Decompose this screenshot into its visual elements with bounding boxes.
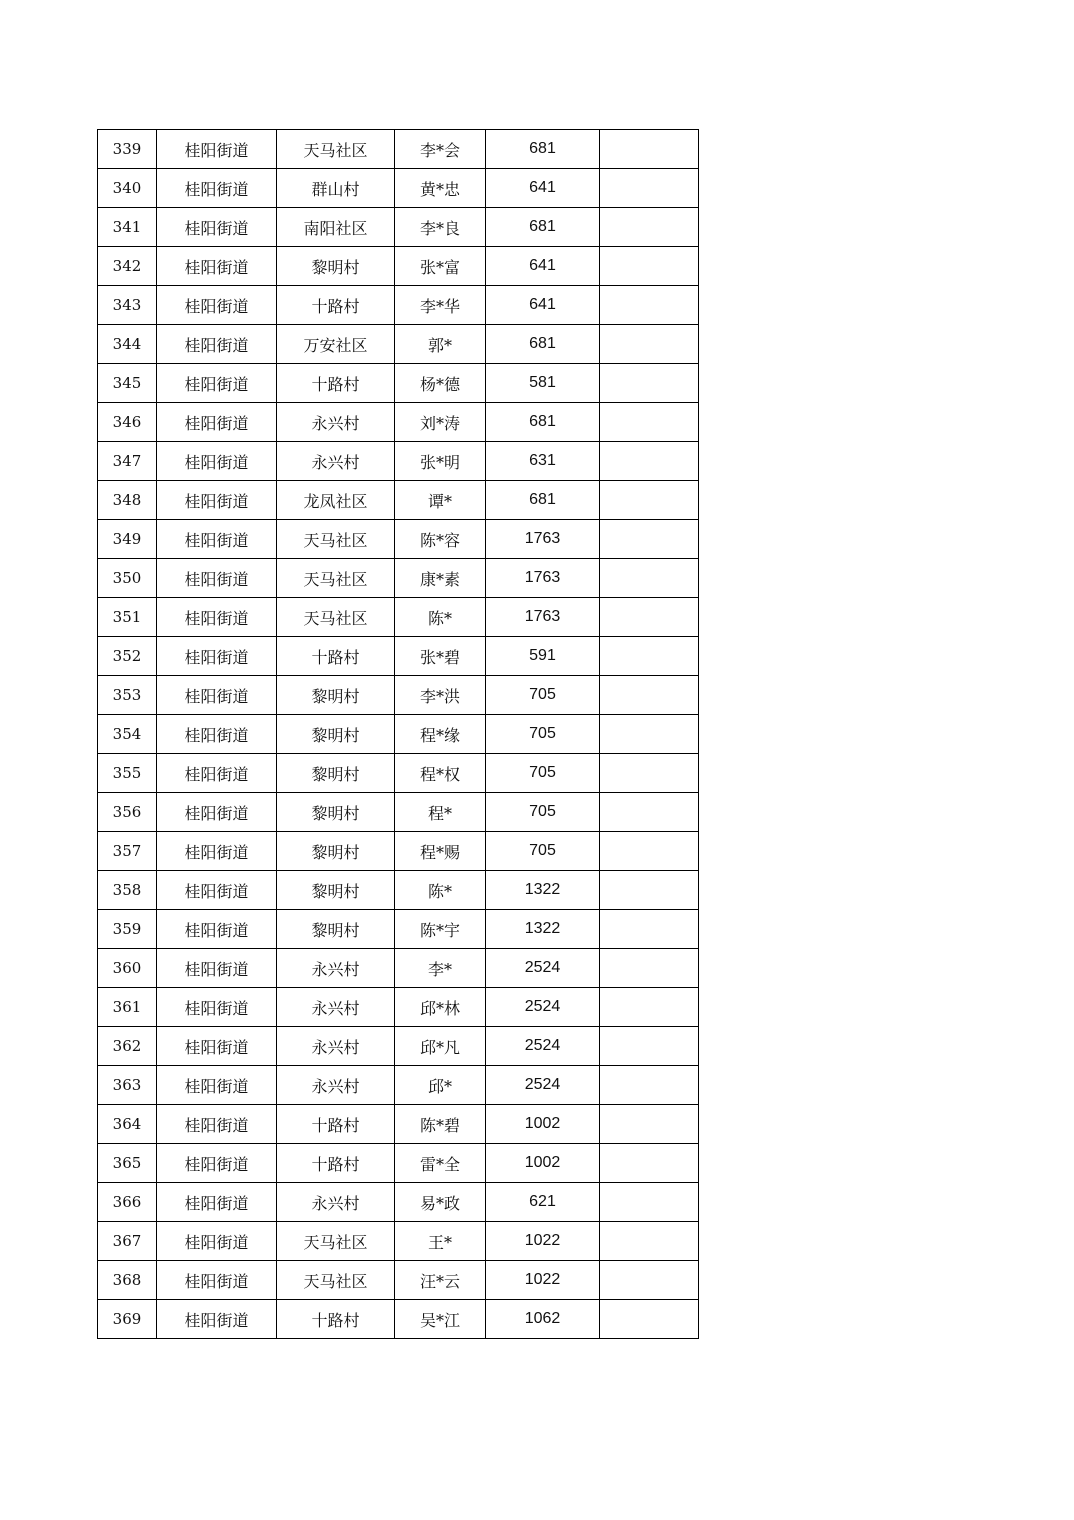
village-cell: 天马社区 <box>277 130 395 169</box>
name-cell: 张*明 <box>395 442 486 481</box>
name-cell: 易*政 <box>395 1183 486 1222</box>
row-index-cell: 358 <box>98 871 157 910</box>
row-index-cell: 349 <box>98 520 157 559</box>
village-cell: 黎明村 <box>277 793 395 832</box>
name-cell: 陈*碧 <box>395 1105 486 1144</box>
village-cell: 黎明村 <box>277 832 395 871</box>
amount-cell: 2524 <box>486 1066 600 1105</box>
street-cell: 桂阳街道 <box>157 832 277 871</box>
amount-cell: 1763 <box>486 520 600 559</box>
row-index-cell: 340 <box>98 169 157 208</box>
village-cell: 天马社区 <box>277 559 395 598</box>
table-body <box>98 130 699 1339</box>
row-index-cell: 343 <box>98 286 157 325</box>
note-cell <box>600 1300 699 1339</box>
amount-cell: 581 <box>486 364 600 403</box>
note-cell <box>600 754 699 793</box>
name-cell: 程*赐 <box>395 832 486 871</box>
village-cell: 天马社区 <box>277 1222 395 1261</box>
row-index-cell: 365 <box>98 1144 157 1183</box>
village-cell: 天马社区 <box>277 598 395 637</box>
name-cell: 李*华 <box>395 286 486 325</box>
street-cell: 桂阳街道 <box>157 325 277 364</box>
village-cell: 永兴村 <box>277 1027 395 1066</box>
name-cell: 康*素 <box>395 559 486 598</box>
village-cell: 黎明村 <box>277 910 395 949</box>
name-cell: 郭* <box>395 325 486 364</box>
table-row <box>98 1183 699 1222</box>
table-row <box>98 403 699 442</box>
row-index-cell: 360 <box>98 949 157 988</box>
amount-cell: 1062 <box>486 1300 600 1339</box>
table-row <box>98 871 699 910</box>
street-cell: 桂阳街道 <box>157 1300 277 1339</box>
row-index-cell: 368 <box>98 1261 157 1300</box>
table-row <box>98 1105 699 1144</box>
village-cell: 黎明村 <box>277 715 395 754</box>
table-row <box>98 637 699 676</box>
village-cell: 黎明村 <box>277 247 395 286</box>
village-cell: 永兴村 <box>277 1066 395 1105</box>
note-cell <box>600 988 699 1027</box>
note-cell <box>600 442 699 481</box>
table-row <box>98 325 699 364</box>
amount-cell: 2524 <box>486 949 600 988</box>
row-index-cell: 353 <box>98 676 157 715</box>
table-row <box>98 1144 699 1183</box>
name-cell: 李*良 <box>395 208 486 247</box>
row-index-cell: 366 <box>98 1183 157 1222</box>
table-row <box>98 949 699 988</box>
row-index-cell: 344 <box>98 325 157 364</box>
amount-cell: 641 <box>486 169 600 208</box>
amount-cell: 681 <box>486 481 600 520</box>
note-cell <box>600 208 699 247</box>
name-cell: 刘*涛 <box>395 403 486 442</box>
table-row <box>98 130 699 169</box>
name-cell: 李*洪 <box>395 676 486 715</box>
row-index-cell: 364 <box>98 1105 157 1144</box>
table-row <box>98 754 699 793</box>
street-cell: 桂阳街道 <box>157 1027 277 1066</box>
note-cell <box>600 1066 699 1105</box>
village-cell: 十路村 <box>277 1105 395 1144</box>
village-cell: 群山村 <box>277 169 395 208</box>
street-cell: 桂阳街道 <box>157 286 277 325</box>
amount-cell: 681 <box>486 208 600 247</box>
note-cell <box>600 481 699 520</box>
street-cell: 桂阳街道 <box>157 442 277 481</box>
row-index-cell: 363 <box>98 1066 157 1105</box>
note-cell <box>600 247 699 286</box>
name-cell: 张*碧 <box>395 637 486 676</box>
note-cell <box>600 1144 699 1183</box>
street-cell: 桂阳街道 <box>157 637 277 676</box>
village-cell: 十路村 <box>277 1300 395 1339</box>
row-index-cell: 369 <box>98 1300 157 1339</box>
name-cell: 陈*宇 <box>395 910 486 949</box>
village-cell: 永兴村 <box>277 1183 395 1222</box>
row-index-cell: 362 <box>98 1027 157 1066</box>
note-cell <box>600 1027 699 1066</box>
amount-cell: 621 <box>486 1183 600 1222</box>
row-index-cell: 350 <box>98 559 157 598</box>
amount-cell: 1322 <box>486 871 600 910</box>
amount-cell: 705 <box>486 715 600 754</box>
village-cell: 永兴村 <box>277 988 395 1027</box>
table-row <box>98 1027 699 1066</box>
amount-cell: 641 <box>486 286 600 325</box>
street-cell: 桂阳街道 <box>157 949 277 988</box>
village-cell: 黎明村 <box>277 676 395 715</box>
note-cell <box>600 910 699 949</box>
table-row <box>98 832 699 871</box>
note-cell <box>600 325 699 364</box>
note-cell <box>600 520 699 559</box>
table-row <box>98 1222 699 1261</box>
note-cell <box>600 169 699 208</box>
table-row <box>98 286 699 325</box>
data-table <box>97 129 699 1339</box>
note-cell <box>600 1183 699 1222</box>
street-cell: 桂阳街道 <box>157 715 277 754</box>
amount-cell: 705 <box>486 793 600 832</box>
note-cell <box>600 1105 699 1144</box>
row-index-cell: 347 <box>98 442 157 481</box>
table-row <box>98 676 699 715</box>
amount-cell: 591 <box>486 637 600 676</box>
table-row <box>98 715 699 754</box>
amount-cell: 705 <box>486 754 600 793</box>
name-cell: 汪*云 <box>395 1261 486 1300</box>
village-cell: 天马社区 <box>277 1261 395 1300</box>
village-cell: 龙凤社区 <box>277 481 395 520</box>
table-row <box>98 208 699 247</box>
name-cell: 杨*德 <box>395 364 486 403</box>
row-index-cell: 348 <box>98 481 157 520</box>
note-cell <box>600 286 699 325</box>
amount-cell: 641 <box>486 247 600 286</box>
name-cell: 陈* <box>395 598 486 637</box>
street-cell: 桂阳街道 <box>157 871 277 910</box>
amount-cell: 1002 <box>486 1105 600 1144</box>
row-index-cell: 357 <box>98 832 157 871</box>
note-cell <box>600 715 699 754</box>
village-cell: 永兴村 <box>277 949 395 988</box>
amount-cell: 1022 <box>486 1222 600 1261</box>
note-cell <box>600 637 699 676</box>
street-cell: 桂阳街道 <box>157 364 277 403</box>
village-cell: 万安社区 <box>277 325 395 364</box>
amount-cell: 1763 <box>486 598 600 637</box>
row-index-cell: 346 <box>98 403 157 442</box>
note-cell <box>600 793 699 832</box>
table-row <box>98 481 699 520</box>
name-cell: 吴*江 <box>395 1300 486 1339</box>
street-cell: 桂阳街道 <box>157 1261 277 1300</box>
note-cell <box>600 1261 699 1300</box>
street-cell: 桂阳街道 <box>157 988 277 1027</box>
amount-cell: 1002 <box>486 1144 600 1183</box>
village-cell: 天马社区 <box>277 520 395 559</box>
row-index-cell: 355 <box>98 754 157 793</box>
note-cell <box>600 832 699 871</box>
note-cell <box>600 364 699 403</box>
amount-cell: 2524 <box>486 1027 600 1066</box>
note-cell <box>600 949 699 988</box>
name-cell: 李* <box>395 949 486 988</box>
table-row <box>98 559 699 598</box>
table-row <box>98 520 699 559</box>
amount-cell: 2524 <box>486 988 600 1027</box>
street-cell: 桂阳街道 <box>157 559 277 598</box>
note-cell <box>600 1222 699 1261</box>
street-cell: 桂阳街道 <box>157 910 277 949</box>
amount-cell: 1322 <box>486 910 600 949</box>
name-cell: 黄*忠 <box>395 169 486 208</box>
table-row <box>98 910 699 949</box>
table-row <box>98 988 699 1027</box>
name-cell: 谭* <box>395 481 486 520</box>
row-index-cell: 356 <box>98 793 157 832</box>
amount-cell: 705 <box>486 832 600 871</box>
street-cell: 桂阳街道 <box>157 793 277 832</box>
row-index-cell: 367 <box>98 1222 157 1261</box>
street-cell: 桂阳街道 <box>157 1183 277 1222</box>
amount-cell: 1763 <box>486 559 600 598</box>
amount-cell: 1022 <box>486 1261 600 1300</box>
village-cell: 十路村 <box>277 637 395 676</box>
table-row <box>98 1261 699 1300</box>
table-row <box>98 1066 699 1105</box>
village-cell: 永兴村 <box>277 403 395 442</box>
street-cell: 桂阳街道 <box>157 403 277 442</box>
row-index-cell: 359 <box>98 910 157 949</box>
note-cell <box>600 676 699 715</box>
amount-cell: 705 <box>486 676 600 715</box>
name-cell: 王* <box>395 1222 486 1261</box>
name-cell: 程*缘 <box>395 715 486 754</box>
amount-cell: 631 <box>486 442 600 481</box>
table-row <box>98 364 699 403</box>
street-cell: 桂阳街道 <box>157 520 277 559</box>
street-cell: 桂阳街道 <box>157 1144 277 1183</box>
street-cell: 桂阳街道 <box>157 754 277 793</box>
table-row <box>98 247 699 286</box>
street-cell: 桂阳街道 <box>157 1105 277 1144</box>
name-cell: 邱*凡 <box>395 1027 486 1066</box>
village-cell: 永兴村 <box>277 442 395 481</box>
amount-cell: 681 <box>486 325 600 364</box>
amount-cell: 681 <box>486 403 600 442</box>
village-cell: 南阳社区 <box>277 208 395 247</box>
table-row <box>98 169 699 208</box>
village-cell: 十路村 <box>277 286 395 325</box>
row-index-cell: 361 <box>98 988 157 1027</box>
row-index-cell: 354 <box>98 715 157 754</box>
street-cell: 桂阳街道 <box>157 169 277 208</box>
street-cell: 桂阳街道 <box>157 1222 277 1261</box>
name-cell: 邱*林 <box>395 988 486 1027</box>
name-cell: 程* <box>395 793 486 832</box>
row-index-cell: 342 <box>98 247 157 286</box>
village-cell: 黎明村 <box>277 754 395 793</box>
village-cell: 十路村 <box>277 1144 395 1183</box>
street-cell: 桂阳街道 <box>157 130 277 169</box>
note-cell <box>600 559 699 598</box>
name-cell: 李*会 <box>395 130 486 169</box>
street-cell: 桂阳街道 <box>157 208 277 247</box>
table-row <box>98 598 699 637</box>
row-index-cell: 339 <box>98 130 157 169</box>
name-cell: 陈*容 <box>395 520 486 559</box>
name-cell: 张*富 <box>395 247 486 286</box>
note-cell <box>600 598 699 637</box>
row-index-cell: 352 <box>98 637 157 676</box>
street-cell: 桂阳街道 <box>157 598 277 637</box>
row-index-cell: 345 <box>98 364 157 403</box>
row-index-cell: 341 <box>98 208 157 247</box>
note-cell <box>600 871 699 910</box>
street-cell: 桂阳街道 <box>157 247 277 286</box>
table-row <box>98 1300 699 1339</box>
name-cell: 邱* <box>395 1066 486 1105</box>
amount-cell: 681 <box>486 130 600 169</box>
name-cell: 雷*全 <box>395 1144 486 1183</box>
name-cell: 程*权 <box>395 754 486 793</box>
street-cell: 桂阳街道 <box>157 481 277 520</box>
table-row <box>98 442 699 481</box>
note-cell <box>600 403 699 442</box>
table-row <box>98 793 699 832</box>
name-cell: 陈* <box>395 871 486 910</box>
street-cell: 桂阳街道 <box>157 1066 277 1105</box>
note-cell <box>600 130 699 169</box>
village-cell: 十路村 <box>277 364 395 403</box>
row-index-cell: 351 <box>98 598 157 637</box>
street-cell: 桂阳街道 <box>157 676 277 715</box>
village-cell: 黎明村 <box>277 871 395 910</box>
